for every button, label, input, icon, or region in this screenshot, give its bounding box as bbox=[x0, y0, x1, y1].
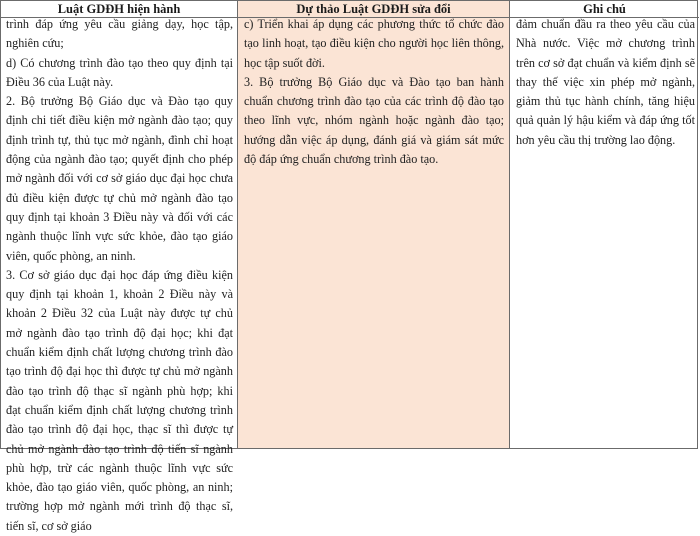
current-law-paragraph: d) Có chương trình đào tạo theo quy định tại Điều 36 của Luật này. bbox=[6, 55, 233, 89]
draft-law-text bbox=[238, 15, 509, 169]
header-draft-law: Dự thảo Luật GDĐH sửa đổi bbox=[238, 1, 509, 18]
header-notes: Ghi chú bbox=[510, 1, 699, 18]
current-law-paragraph: trình đáp ứng yêu cầu giảng dạy, học tập, nghiên cứu; bbox=[6, 17, 233, 51]
header-current-law: Luật GDĐH hiện hành bbox=[1, 1, 237, 18]
column-current-law bbox=[1, 1, 238, 533]
notes-text bbox=[510, 15, 699, 150]
current-law-paragraph: 2. Bộ trưởng Bộ Giáo dục và Đào tạo quy định chi tiết điều kiện mở ngành đào tạo; quy định trình tự, thủ tục mở ngành, đình chỉ hoạt động của ngành đào tạo; quyết định cho phép mở ngành đối với cơ sở giáo dục đại học chưa đủ điều kiện được tự chủ mở ngành đào tạo quy định tại khoản 3 Điều này và đối với các ngành thuộc lĩnh vực sức khỏe, đào tạo giáo viên, quốc phòng, an ninh. bbox=[6, 94, 233, 263]
notes-paragraph: đảm chuẩn đầu ra theo yêu cầu của Nhà nước. Việc mở chương trình trên cơ sở đạt chuẩn và kiểm định sẽ thay thế việc xin phép mở ngành, giảm thủ tục hành chính, tăng hiệu quả quản lý hậu kiểm và đáp ứng tốt hơn yêu cầu thị trường lao động. bbox=[516, 17, 695, 147]
current-law-text bbox=[1, 15, 237, 536]
draft-law-paragraph: 3. Bộ trưởng Bộ Giáo dục và Đào tạo ban hành chuẩn chương trình đào tạo của các trình độ đào tạo theo lĩnh vực, nhóm ngành hoặc ngành đào tạo; hướng dẫn việc áp dụng, đánh giá và giám sát mức độ đáp ứng chuẩn chương trình đào tạo. bbox=[244, 74, 504, 167]
column-draft-law bbox=[238, 1, 510, 448]
column-notes bbox=[510, 1, 699, 448]
current-law-paragraph: 3. Cơ sở giáo dục đại học đáp ứng điều kiện quy định tại khoản 1, khoản 2 Điều này và khoản 2 Điều 32 của Luật này được tự chủ mở ngành đào tạo trình độ đại học; khi đạt chuẩn kiểm định chất lượng chương trình đào tạo trình độ đại học thì được tự chủ mở ngành đào tạo trình độ thạc sĩ ngành phù hợp; khi đạt chuẩn kiểm định chất lượng chương trình đào tạo trình độ đại học, thạc sĩ thì được tự chủ mở ngành đào tạo trình độ tiến sĩ ngành phù hợp, trừ các ngành thuộc lĩnh vực sức khỏe, đào tạo giáo viên, quốc phòng, an ninh; trường hợp mở ngành mới trình độ thạc sĩ, tiến sĩ, cơ sở giáo bbox=[6, 267, 233, 533]
draft-law-paragraph: c) Triển khai áp dụng các phương thức tổ chức đào tạo linh hoạt, tạo điều kiện cho người học liên thông, học tập suốt đời. bbox=[244, 17, 504, 70]
